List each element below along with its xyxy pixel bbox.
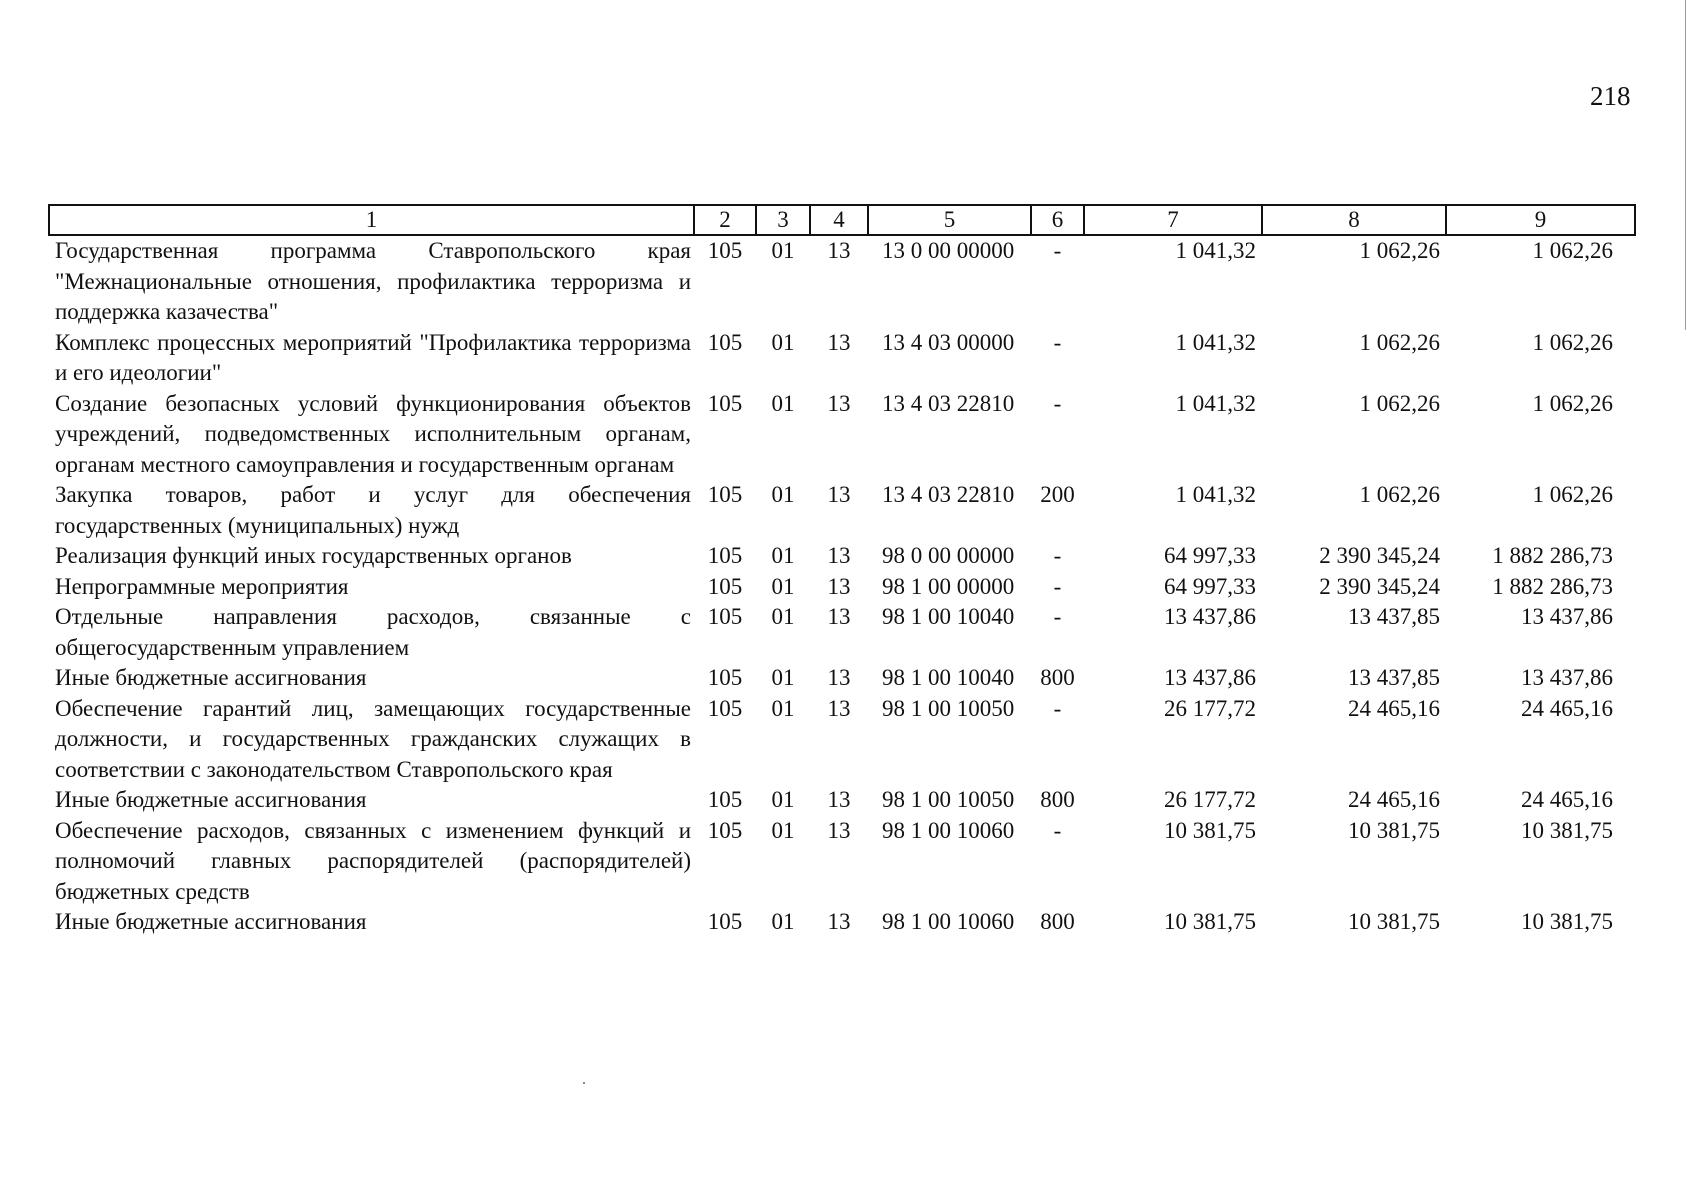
row-code-2: 105 — [707, 604, 743, 629]
row-code-3: 01 — [771, 482, 795, 507]
row-code-5: 13 4 03 22810 — [882, 482, 1015, 507]
row-name: Иные бюджетные ассигнования — [55, 665, 367, 690]
row-code-2: 105 — [707, 787, 743, 812]
table-row — [49, 328, 1635, 389]
row-code-3: 01 — [771, 695, 795, 721]
row-code-4: 13 — [827, 482, 851, 507]
row-code-5: 13 4 03 22810 — [882, 390, 1015, 416]
row-amount-7: 1 041,32 — [1175, 482, 1256, 507]
row-name: Государственная программа Ставропольского края "Межнациональные отношения, профилактика терроризма и поддержка казачества" — [55, 238, 691, 324]
row-code-3: 01 — [771, 543, 795, 568]
row-amount-8: 2 390 345,24 — [1319, 573, 1440, 599]
row-amount-7: 10 381,75 — [1164, 909, 1256, 934]
scan-speck — [583, 1082, 585, 1084]
row-code-3: 01 — [771, 329, 795, 355]
row-code-4: 13 — [827, 665, 851, 690]
table-row — [49, 541, 1635, 572]
row-amount-7: 1 041,32 — [1175, 238, 1256, 263]
row-amount-7: 64 997,33 — [1164, 543, 1256, 568]
header-cell-3: 3 — [756, 205, 810, 235]
row-code-4: 13 — [827, 695, 851, 721]
row-code-6: - — [1053, 573, 1062, 599]
row-code-6: - — [1053, 390, 1062, 416]
row-name: Иные бюджетные ассигнования — [55, 909, 367, 934]
row-amount-9: 10 381,75 — [1521, 817, 1613, 843]
row-code-5: 98 1 00 00000 — [882, 573, 1015, 599]
row-name: Непрограммные мероприятия — [55, 573, 349, 599]
table-header — [49, 205, 1635, 235]
row-code-4: 13 — [827, 573, 851, 599]
table-row — [49, 572, 1635, 603]
budget-table — [48, 204, 1636, 938]
page-number: 218 — [1590, 81, 1631, 111]
row-amount-7: 26 177,72 — [1164, 787, 1256, 812]
row-name: Иные бюджетные ассигнования — [55, 787, 367, 812]
row-code-3: 01 — [771, 909, 795, 934]
row-code-6: - — [1053, 238, 1062, 263]
row-amount-8: 10 381,75 — [1348, 909, 1440, 934]
header-cell-5: 5 — [868, 205, 1031, 235]
table-row — [49, 663, 1635, 694]
row-amount-8: 13 437,85 — [1348, 604, 1440, 629]
row-code-2: 105 — [707, 390, 743, 416]
row-amount-9: 1 062,26 — [1532, 482, 1613, 507]
header-cell-7: 7 — [1084, 205, 1262, 235]
table-row — [49, 602, 1635, 663]
row-code-3: 01 — [771, 390, 795, 416]
header-row — [49, 205, 1635, 235]
row-name: Комплекс процессных мероприятий "Профилактика терроризма и его идеологии" — [55, 329, 691, 385]
row-name: Реализация функций иных государственных органов — [55, 543, 572, 568]
row-code-4: 13 — [827, 604, 851, 629]
table-row — [49, 480, 1635, 541]
table-row — [49, 694, 1635, 786]
row-code-6: - — [1053, 329, 1062, 355]
row-code-6: 800 — [1040, 787, 1075, 812]
row-code-3: 01 — [771, 817, 795, 843]
scan-edge-line — [1685, 0, 1686, 330]
row-amount-8: 2 390 345,24 — [1319, 543, 1440, 568]
row-code-6: - — [1053, 604, 1062, 629]
row-code-2: 105 — [707, 482, 743, 507]
row-amount-9: 13 437,86 — [1521, 665, 1613, 690]
row-name: Закупка товаров, работ и услуг для обеспечения государственных (муниципальных) нужд — [55, 482, 691, 538]
row-code-2: 105 — [707, 329, 743, 355]
row-name: Отдельные направления расходов, связанные с общегосударственным управлением — [55, 604, 691, 660]
header-cell-8: 8 — [1262, 205, 1446, 235]
row-amount-8: 1 062,26 — [1359, 482, 1440, 507]
row-code-6: 800 — [1040, 909, 1075, 934]
row-amount-9: 1 062,26 — [1532, 390, 1613, 416]
row-amount-8: 1 062,26 — [1359, 329, 1440, 355]
row-amount-9: 24 465,16 — [1521, 695, 1613, 721]
row-code-6: 800 — [1040, 665, 1075, 690]
row-name: Обеспечение гарантий лиц, замещающих государственные должности, и государственных гражданских служащих в соответствии с законодательством Ставропольского края — [55, 695, 691, 782]
row-code-5: 98 1 00 10060 — [882, 909, 1015, 934]
row-amount-9: 1 062,26 — [1532, 238, 1613, 263]
table-row — [49, 389, 1635, 481]
row-amount-7: 64 997,33 — [1164, 573, 1256, 599]
row-code-2: 105 — [707, 543, 743, 568]
row-name: Создание безопасных условий функционирования объектов учреждений, подведомственных исполнительным органам, органам местного самоуправления и государственным органам — [55, 390, 691, 477]
row-code-2: 105 — [707, 573, 743, 599]
header-cell-6: 6 — [1031, 205, 1084, 235]
row-code-3: 01 — [771, 573, 795, 599]
row-amount-8: 1 062,26 — [1359, 238, 1440, 263]
row-code-4: 13 — [827, 909, 851, 934]
header-cell-2: 2 — [694, 205, 756, 235]
row-amount-8: 24 465,16 — [1348, 787, 1440, 812]
row-code-4: 13 — [827, 543, 851, 568]
row-code-2: 105 — [707, 909, 743, 934]
row-code-4: 13 — [827, 787, 851, 812]
row-code-5: 98 1 00 10040 — [882, 665, 1015, 690]
row-code-5: 98 0 00 00000 — [882, 543, 1015, 568]
row-amount-9: 1 882 286,73 — [1492, 543, 1613, 568]
row-code-3: 01 — [771, 665, 795, 690]
row-code-5: 98 1 00 10040 — [882, 604, 1015, 629]
row-code-3: 01 — [771, 787, 795, 812]
row-amount-9: 24 465,16 — [1521, 787, 1613, 812]
row-amount-9: 13 437,86 — [1521, 604, 1613, 629]
row-amount-7: 1 041,32 — [1175, 329, 1256, 355]
table-row — [49, 235, 1635, 328]
row-amount-7: 1 041,32 — [1175, 390, 1256, 416]
row-amount-7: 13 437,86 — [1164, 604, 1256, 629]
row-amount-7: 13 437,86 — [1164, 665, 1256, 690]
row-amount-8: 1 062,26 — [1359, 390, 1440, 416]
row-code-6: - — [1053, 817, 1062, 843]
row-amount-9: 1 062,26 — [1532, 329, 1613, 355]
row-amount-9: 1 882 286,73 — [1492, 573, 1613, 599]
row-code-2: 105 — [707, 695, 743, 721]
row-amount-7: 10 381,75 — [1164, 817, 1256, 843]
row-code-4: 13 — [827, 329, 851, 355]
row-amount-7: 26 177,72 — [1164, 695, 1256, 721]
row-name: Обеспечение расходов, связанных с изменением функций и полномочий главных распорядителей (распорядителей) бюджетных средств — [55, 817, 691, 904]
row-code-2: 105 — [707, 238, 743, 263]
table-row — [49, 907, 1635, 938]
row-code-5: 13 4 03 00000 — [882, 329, 1015, 355]
row-code-4: 13 — [827, 390, 851, 416]
row-code-6: 200 — [1040, 482, 1075, 507]
header-cell-1: 1 — [49, 205, 694, 235]
row-code-5: 98 1 00 10060 — [882, 817, 1015, 843]
table-row — [49, 785, 1635, 816]
table-row — [49, 816, 1635, 908]
row-code-5: 98 1 00 10050 — [882, 695, 1015, 721]
row-amount-8: 13 437,85 — [1348, 665, 1440, 690]
row-code-5: 98 1 00 10050 — [882, 787, 1015, 812]
row-code-6: - — [1053, 695, 1062, 721]
row-amount-8: 10 381,75 — [1348, 817, 1440, 843]
row-code-3: 01 — [771, 604, 795, 629]
row-code-2: 105 — [707, 665, 743, 690]
row-amount-9: 10 381,75 — [1521, 909, 1613, 934]
header-cell-4: 4 — [810, 205, 868, 235]
row-code-4: 13 — [827, 238, 851, 263]
header-cell-9: 9 — [1446, 205, 1635, 235]
row-code-6: - — [1053, 543, 1062, 568]
row-code-3: 01 — [771, 238, 795, 263]
row-amount-8: 24 465,16 — [1348, 695, 1440, 721]
row-code-4: 13 — [827, 817, 851, 843]
row-code-2: 105 — [707, 817, 743, 843]
table-body — [49, 235, 1635, 938]
row-code-5: 13 0 00 00000 — [882, 238, 1015, 263]
